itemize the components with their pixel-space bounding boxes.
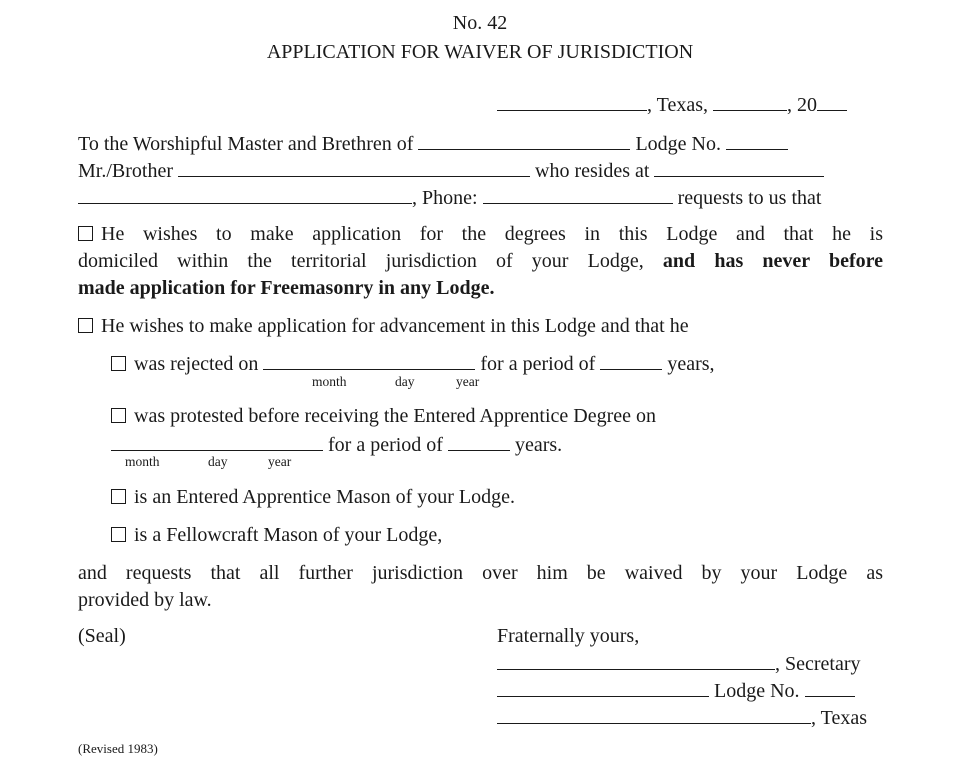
entered-apprentice-row bbox=[111, 485, 515, 509]
lodge-no-label: Lodge No. bbox=[635, 133, 721, 155]
rejected-year-label: year bbox=[456, 374, 480, 389]
signature-lodge-no-label: Lodge No. bbox=[714, 680, 800, 702]
entered-apprentice-checkbox[interactable] bbox=[111, 489, 126, 504]
signature-lodge-name-field[interactable] bbox=[497, 678, 709, 697]
address-line-3 bbox=[78, 185, 821, 210]
protested-period-label: for a period of bbox=[328, 434, 443, 456]
lodge-number-field[interactable] bbox=[726, 131, 788, 150]
protested-month-label: month bbox=[125, 454, 160, 469]
requests-label: requests to us that bbox=[677, 187, 822, 209]
protested-date-row bbox=[111, 432, 562, 457]
degrees-text-2: domiciled within the territorial jurisdiction of your Lodge, bbox=[78, 250, 644, 272]
mr-brother-label: Mr./Brother bbox=[78, 160, 173, 182]
advancement-checkbox[interactable] bbox=[78, 318, 93, 333]
rejected-years-field[interactable] bbox=[600, 351, 662, 370]
phone-field[interactable] bbox=[483, 185, 673, 204]
degrees-text-1: He wishes to make application for the degrees in this Lodge and that he is bbox=[101, 223, 883, 245]
brother-name-field[interactable] bbox=[178, 158, 530, 177]
fellowcraft-checkbox[interactable] bbox=[111, 527, 126, 542]
city-field[interactable] bbox=[497, 92, 647, 111]
degrees-text-3-bold: made application for Freemasonry in any Lodge. bbox=[78, 277, 495, 299]
advancement-intro: He wishes to make application for advancement in this Lodge and that he bbox=[101, 315, 689, 337]
secretary-label: , Secretary bbox=[775, 653, 861, 675]
signature-texas-row bbox=[497, 705, 867, 730]
to-worshipful-master: To the Worshipful Master and Brethren of bbox=[78, 133, 414, 155]
protested-year-label: year bbox=[268, 454, 292, 469]
signature-lodge-number-field[interactable] bbox=[805, 678, 855, 697]
date-field[interactable] bbox=[713, 92, 787, 111]
rejected-years-label: years, bbox=[667, 353, 715, 375]
closing-text-1: and requests that all further jurisdiction over him be waived by your Lodge as bbox=[78, 562, 883, 584]
dateline bbox=[497, 92, 847, 117]
rejected-month-label: month bbox=[312, 374, 347, 389]
protested-day-label: day bbox=[208, 454, 228, 469]
address-continued-field[interactable] bbox=[78, 185, 412, 204]
signature-texas-label: , Texas bbox=[811, 707, 867, 729]
phone-label: , Phone: bbox=[412, 187, 478, 209]
option-degrees-line-1 bbox=[78, 222, 883, 246]
option-degrees-line-2 bbox=[78, 249, 883, 273]
form-number: No. 42 bbox=[452, 12, 508, 34]
protested-label: was protested before receiving the Entered Apprentice Degree on bbox=[134, 405, 656, 427]
protested-years-field[interactable] bbox=[448, 432, 510, 451]
fraternally-yours: Fraternally yours, bbox=[497, 625, 640, 647]
fellowcraft-row bbox=[111, 523, 442, 547]
revised-note: (Revised 1983) bbox=[78, 741, 158, 756]
protested-checkbox[interactable] bbox=[111, 408, 126, 423]
rejected-label: was rejected on bbox=[134, 353, 259, 375]
seal-label: (Seal) bbox=[78, 625, 126, 647]
dateline-year-prefix: , 20 bbox=[787, 94, 817, 116]
protested-row bbox=[111, 404, 656, 428]
secretary-row bbox=[497, 651, 861, 676]
degrees-checkbox[interactable] bbox=[78, 226, 93, 241]
protested-years-label: years. bbox=[514, 434, 563, 456]
year-field[interactable] bbox=[817, 92, 847, 111]
option-advancement bbox=[78, 314, 689, 338]
degrees-text-2-bold: and has never before bbox=[662, 250, 884, 272]
lodge-name-field[interactable] bbox=[418, 131, 630, 150]
fellowcraft-label: is a Fellowcraft Mason of your Lodge, bbox=[134, 524, 443, 546]
rejected-row bbox=[111, 351, 715, 376]
entered-apprentice-label: is an Entered Apprentice Mason of your Lodge. bbox=[134, 486, 516, 508]
rejected-checkbox[interactable] bbox=[111, 356, 126, 371]
signature-lodge-row bbox=[497, 678, 855, 703]
form-title: APPLICATION FOR WAIVER OF JURISDICTION bbox=[266, 41, 694, 63]
protested-date-field[interactable] bbox=[111, 432, 323, 451]
address-line-1 bbox=[78, 131, 788, 156]
address-line-2 bbox=[78, 158, 824, 183]
rejected-period-label: for a period of bbox=[480, 353, 596, 375]
rejected-date-field[interactable] bbox=[263, 351, 475, 370]
secretary-name-field[interactable] bbox=[497, 651, 775, 670]
resides-at-label: who resides at bbox=[535, 160, 650, 182]
dateline-texas: , Texas, bbox=[647, 94, 708, 116]
signature-city-field[interactable] bbox=[497, 705, 811, 724]
residence-field[interactable] bbox=[654, 158, 824, 177]
rejected-day-label: day bbox=[395, 374, 415, 389]
closing-text-2: provided by law. bbox=[78, 589, 212, 611]
closing-line-1 bbox=[78, 561, 883, 585]
